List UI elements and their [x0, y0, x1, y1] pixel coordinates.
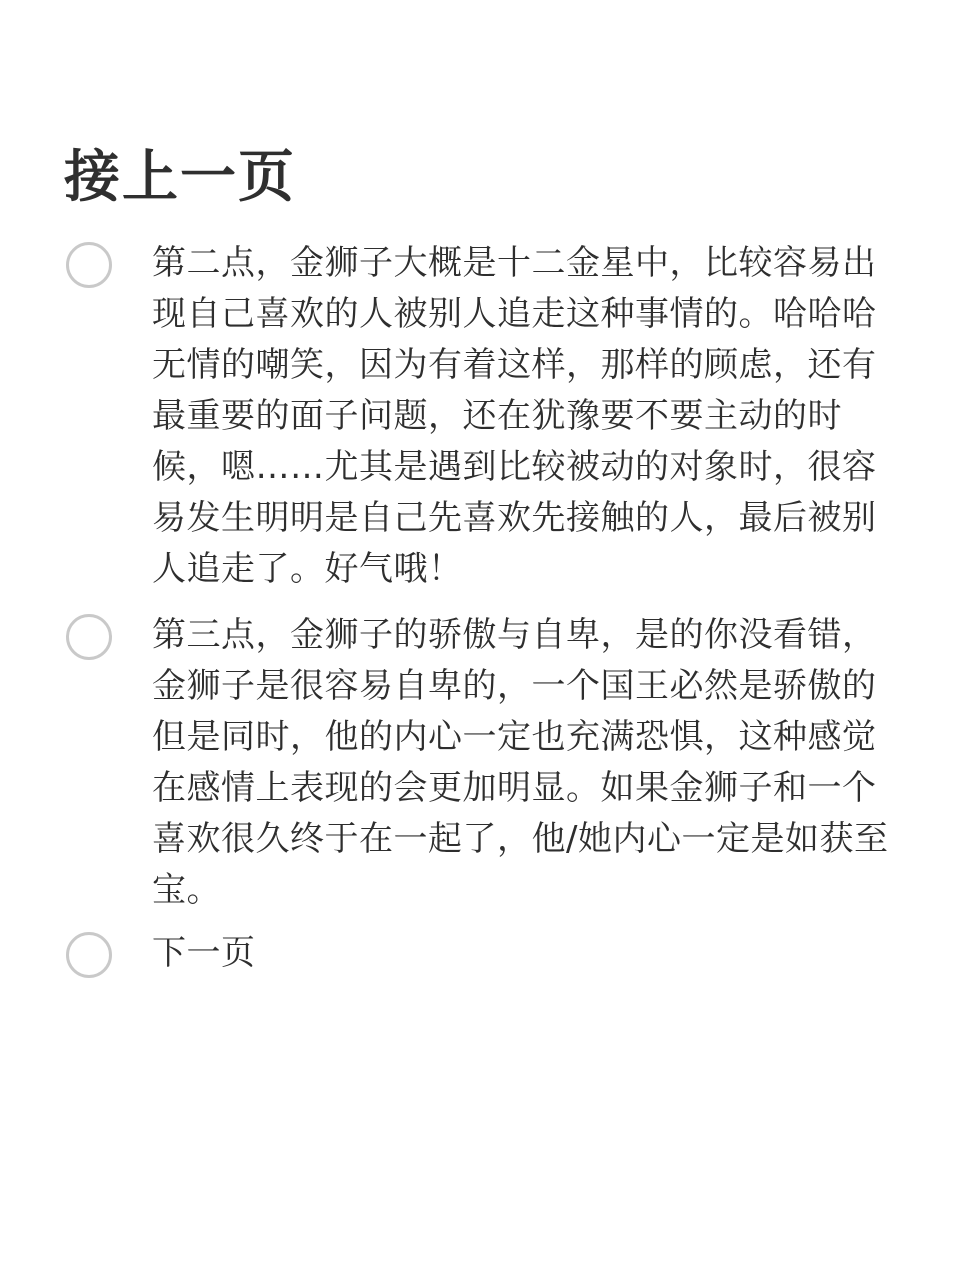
todo-item-text: 下一页 — [152, 933, 256, 973]
checkbox-circle-icon[interactable] — [66, 614, 112, 660]
checkbox-circle-icon[interactable] — [66, 932, 112, 978]
checkbox-circle-icon[interactable] — [66, 242, 112, 288]
todo-item-text: 第三点，金狮子的骄傲与自卑，是的你没看错，金狮子是很容易自卑的，一个国王必然是骄傲的但是同时，他的内心一定也充满恐惧，这种感觉在感情上表现的会更加明显。如果金狮子和一个喜欢很久终于在一起了，他/她内心一定是如获至宝。 — [152, 615, 889, 910]
page-title: 接上一页 — [64, 145, 296, 210]
todo-item-text: 第二点，金狮子大概是十二金星中，比较容易出现自己喜欢的人被别人追走这种事情的。哈哈哈无情的嘲笑，因为有着这样，那样的顾虑，还有最重要的面子问题，还在犹豫要不要主动的时候，嗯……尤其是遇到比较被动的对象时，很容易发生明明是自己先喜欢先接触的人，最后被别人追走了。好气哦！ — [152, 243, 877, 589]
